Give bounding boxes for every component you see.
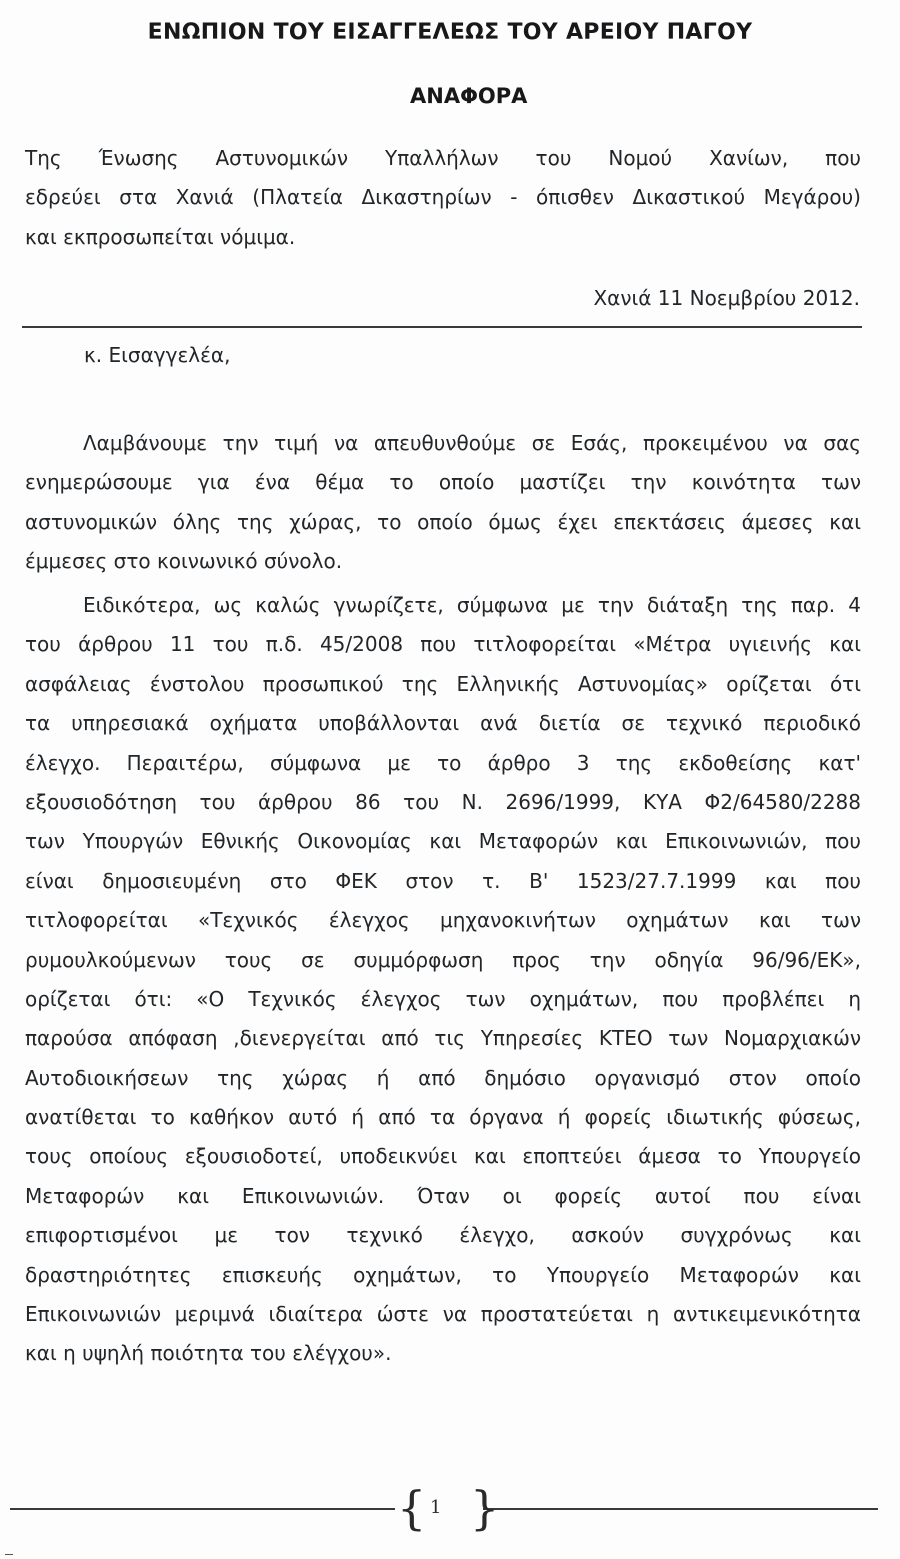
body-paragraph-1	[25, 424, 861, 582]
body-line: Μεταφορών και Επικοινωνιών. Όταν οι φορείς αυτοί που είναι	[25, 1183, 861, 1208]
footer-brace-open: {	[397, 1481, 427, 1535]
body-line: τιτλοφορείται «Τεχνικός έλεγχος μηχανοκινήτων οχημάτων και των	[25, 908, 861, 933]
intro-line: και εκπροσωπείται νόμιμα.	[25, 224, 296, 249]
footer-divider-right	[483, 1508, 878, 1510]
body-line: ορίζεται ότι: «Ο Τεχνικός έλεγχος των οχημάτων, που προβλέπει η	[25, 986, 861, 1011]
body-line: έλεγχο. Περαιτέρω, σύμφωνα με το άρθρο 3 της εκδοθείσης κατ'	[25, 750, 861, 775]
intro-paragraph	[25, 139, 861, 257]
addressee-heading: ΕΝΩΠΙΟΝ ΤΟΥ ΕΙΣΑΓΓΕΛΕΩΣ ΤΟΥ ΑΡΕΙΟΥ ΠΑΓΟΥ	[147, 20, 753, 45]
body-line: αστυνομικών όλης της χώρας, το οποίο όμως έχει επεκτάσεις άμεσες και	[25, 509, 861, 534]
body-line: ανατίθεται το καθήκον αυτό ή από τα όργανα ή φορείς ιδιωτικής φύσεως,	[25, 1105, 861, 1130]
intro-line: εδρεύει στα Χανιά (Πλατεία Δικαστηρίων - όπισθεν Δικαστικού Μεγάρου)	[25, 185, 861, 210]
body-line: Αυτοδιοικήσεων της χώρας ή από δημόσιο οργανισμό στον οποίο	[25, 1065, 861, 1090]
scan-mark	[5, 1554, 13, 1555]
date-line: Χανιά 11 Νοεμβρίου 2012.	[593, 286, 860, 310]
body-line: και η υψηλή ποιότητα του ελέγχου».	[25, 1341, 392, 1366]
body-line: ασφάλειας ένστολου προσωπικού της Ελληνικής Αστυνομίας» ορίζεται ότι	[25, 671, 861, 696]
footer-divider-left	[10, 1508, 395, 1510]
header-divider	[22, 326, 862, 328]
salutation: κ. Εισαγγελέα,	[84, 343, 231, 367]
body-line: τους οποίους εξουσιοδοτεί, υποδεικνύει και εποπτεύει άμεσα το Υπουργείο	[25, 1144, 861, 1169]
body-line: Λαμβάνουμε την τιμή να απευθυνθούμε σε Εσάς, προκειμένου να σας	[83, 431, 861, 455]
body-line: τα υπηρεσιακά οχήματα υποβάλλονται ανά διετία σε τεχνικό περιοδικό	[25, 711, 861, 736]
body-paragraph-2	[25, 586, 861, 1374]
body-line: έμμεσες στο κοινωνικό σύνολο.	[25, 549, 343, 574]
body-line: Ειδικότερα, ως καλώς γνωρίζετε, σύμφωνα με την διάταξη της παρ. 4	[83, 593, 861, 617]
body-line: παρούσα απόφαση ,διενεργείται από τις Υπηρεσίες ΚΤΕΟ των Νομαρχιακών	[25, 1026, 861, 1051]
document-type-heading: ΑΝΑΦΟΡΑ	[410, 84, 528, 108]
body-line: του άρθρου 11 του π.δ. 45/2008 που τιτλοφορείται «Μέτρα υγιεινής και	[25, 632, 861, 657]
body-line: των Υπουργών Εθνικής Οικονομίας και Μεταφορών και Επικοινωνιών, που	[25, 829, 861, 854]
body-line: είναι δημοσιευμένη στο ΦΕΚ στον τ. Β' 1523/27.7.1999 και που	[25, 868, 861, 893]
body-line: εξουσιοδότηση του άρθρου 86 του Ν. 2696/1999, ΚΥΑ Φ2/64580/2288	[25, 789, 861, 814]
body-line: ενημερώσουμε για ένα θέμα το οποίο μαστίζει την κοινότητα των	[25, 470, 861, 495]
intro-line: Της Ένωσης Αστυνομικών Υπαλλήλων του Νομού Χανίων, που	[25, 146, 861, 170]
body-line: Επικοινωνιών μεριμνά ιδιαίτερα ώστε να προστατεύεται η αντικειμενικότητα	[25, 1302, 861, 1327]
body-line: ρυμουλκούμενων τους σε συμμόρφωση προς την οδηγία 96/96/ΕΚ»,	[25, 947, 861, 972]
body-line: επιφορτισμένοι με τον τεχνικό έλεγχο, ασκούν συγχρόνως και	[25, 1223, 861, 1248]
page-number: 1	[430, 1497, 442, 1518]
body-line: δραστηριότητες επισκευής οχημάτων, το Υπουργείο Μεταφορών και	[25, 1262, 861, 1287]
footer-brace-close: }	[470, 1481, 500, 1535]
